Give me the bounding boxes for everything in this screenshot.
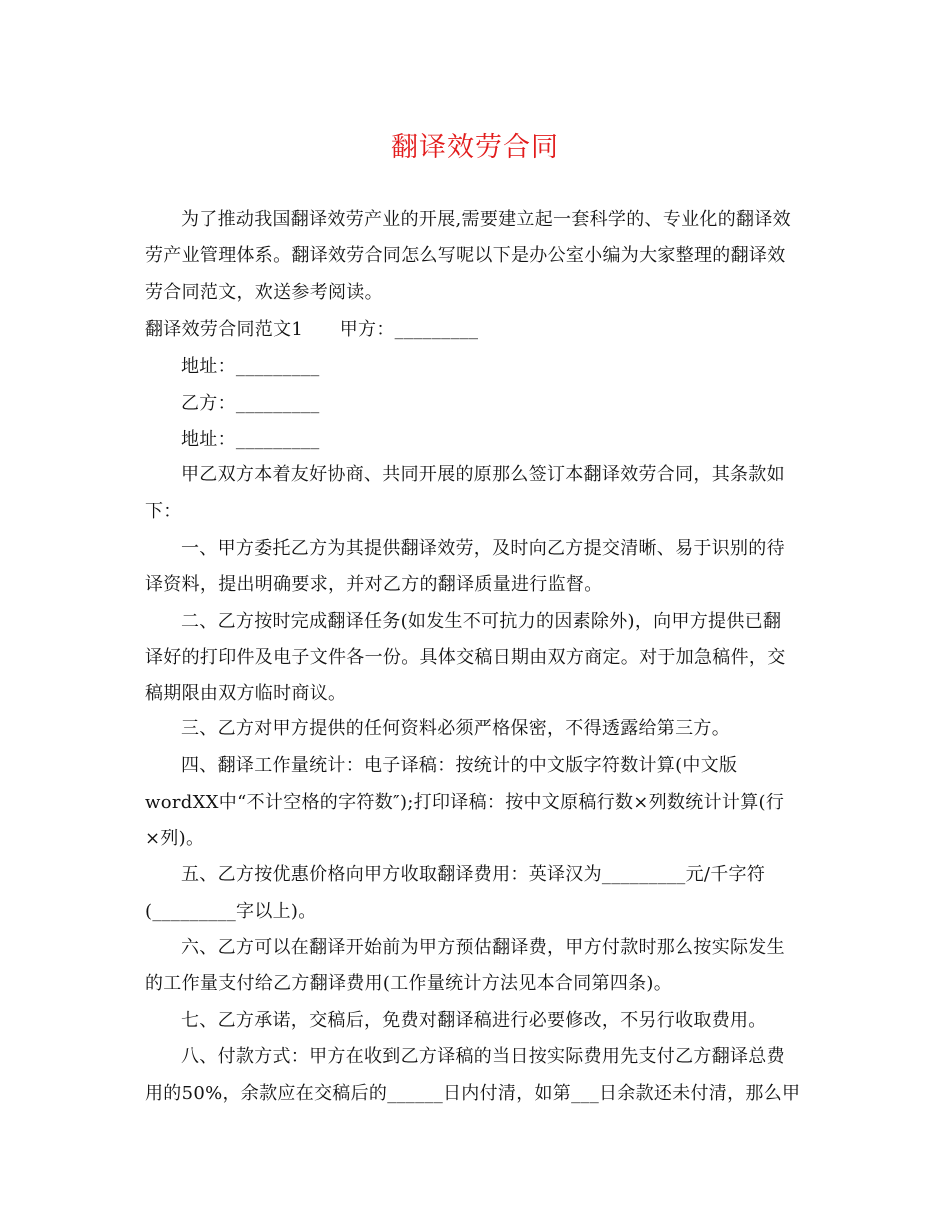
paragraph-line: 甲乙双方本着友好协商、共同开展的原那么签订本翻译效劳合同，其条款如 [181, 464, 785, 485]
paragraph-line: 劳合同范文，欢送参考阅读。 [145, 282, 383, 303]
paragraph-line: 一、甲方委托乙方为其提供翻译效劳，及时向乙方提交清晰、易于识别的待 [181, 538, 785, 559]
paragraph-line: 地址：_________ [181, 429, 320, 450]
paragraph-line: 乙方：_________ [181, 393, 320, 414]
paragraph-line: 八、付款方式：甲方在收到乙方译稿的当日按实际费用先支付乙方翻译总费 [181, 1046, 785, 1067]
paragraph-line: 译资料，提出明确要求，并对乙方的翻译质量进行监督。 [145, 574, 603, 595]
paragraph-line: 五、乙方按优惠价格向甲方收取翻译费用：英译汉为_________元/千字符 [181, 864, 766, 885]
paragraph-line: ×列)。 [145, 828, 205, 849]
paragraph-line: 七、乙方承诺，交稿后，免费对翻译稿进行必要修改，不另行收取费用。 [181, 1010, 767, 1031]
paragraph-line: (_________字以上)。 [145, 901, 317, 922]
paragraph-line: 翻译效劳合同范文1 甲方：_________ [145, 319, 479, 340]
paragraph-line: wordXX中“不计空格的字符数″);打印译稿：按中文原稿行数×列数统计计算(行 [145, 792, 785, 813]
paragraph-line: 劳产业管理体系。翻译效劳合同怎么写呢以下是办公室小编为大家整理的翻译效 [145, 245, 786, 266]
paragraph-line: 用的50%，余款应在交稿后的______日内付清，如第___日余款还未付清，那么甲 [145, 1083, 801, 1104]
paragraph-line: 四、翻译工作量统计：电子译稿：按统计的中文版字符数计算(中文版 [181, 755, 738, 776]
paragraph-line: 地址：_________ [181, 356, 320, 377]
paragraph-line: 译好的打印件及电子文件各一份。具体交稿日期由双方商定。对于加急稿件，交 [145, 647, 786, 668]
paragraph-line: 稿期限由双方临时商议。 [145, 683, 347, 704]
paragraph-line: 二、乙方按时完成翻译任务(如发生不可抗力的因素除外)，向甲方提供已翻 [181, 611, 782, 632]
paragraph-line: 下： [145, 501, 182, 522]
paragraph-line: 三、乙方对甲方提供的任何资料必须严格保密，不得透露给第三方。 [181, 718, 730, 739]
paragraph-line: 的工作量支付给乙方翻译费用(工作量统计方法见本合同第四条)。 [145, 973, 673, 994]
paragraph-line: 六、乙方可以在翻译开始前为甲方预估翻译费，甲方付款时那么按实际发生 [181, 937, 785, 958]
document-title: 翻译效劳合同 [391, 132, 559, 163]
paragraph-line: 为了推动我国翻译效劳产业的开展,需要建立起一套科学的、专业化的翻译效 [181, 209, 791, 230]
